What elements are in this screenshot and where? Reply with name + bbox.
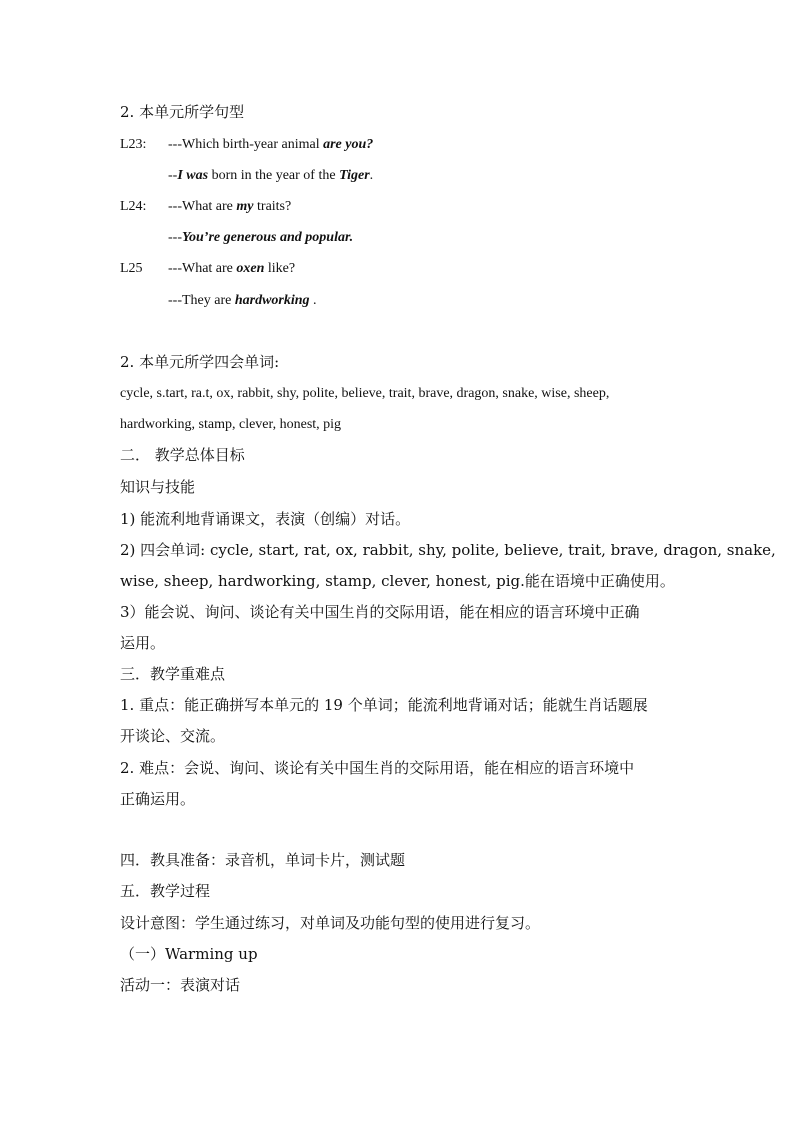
answer-text: born in the year of the [208,168,340,183]
objective-item-2-line-1: 2) 四会单词: cycle, start, rat, ox, rabbit, shy, polite, believe, trait, brave, dragon, snake, [120,541,776,559]
answer-text: ---They are [168,293,235,308]
design-intent: 设计意图：学生通过练习，对单词及功能句型的使用进行复习。 [120,914,541,932]
pattern-l23-question [120,135,373,155]
vocabulary-line-2: hardworking, stamp, clever, honest, pig [120,417,342,432]
answer-end: . [309,293,317,308]
question-emphasis: oxen [236,261,265,276]
question-text: ---Which birth-year animal [168,137,324,152]
pattern-l25-question [120,259,295,279]
answer-emphasis: I was [177,168,209,183]
objective-item-1: 1) 能流利地背诵课文，表演（创编）对话。 [120,510,411,528]
key-point-1-line-1: 1. 重点：能正确拼写本单元的 19 个单词；能流利地背诵对话；能就生肖话题展 [120,696,648,714]
pattern-l25-answer [168,291,317,311]
warming-up-heading: （一）Warming up [120,945,258,963]
question-end: like? [264,261,296,276]
section-heading-process: 五．教学过程 [120,882,211,900]
objective-item-3-line-1: 3）能会说、询问、谈论有关中国生肖的交际用语，能在相应的语言环境中正确 [120,603,640,621]
answer-emphasis-2: Tiger [339,168,370,183]
section-heading-key-points: 三．教学重难点 [120,665,226,683]
section-heading-vocabulary: 2. 本单元所学四会单词: [120,353,280,371]
pattern-l24-answer [168,228,353,248]
lesson-label: L24: [120,199,147,214]
answer-dash: --- [168,230,182,245]
vocabulary-line-1: cycle, s.tart, ra.t, ox, rabbit, shy, polite, believe, trait, brave, dragon, snake, wise, sheep, [120,386,610,401]
objective-item-3-line-2: 运用。 [120,634,166,652]
key-point-2-line-1: 2. 难点：会说、询问、谈论有关中国生肖的交际用语，能在相应的语言环境中 [120,759,635,777]
question-text: ---What are [168,261,237,276]
answer-emphasis: hardworking [234,293,310,308]
subheading-knowledge-skills: 知识与技能 [120,478,196,496]
section-heading-objectives: 二． 教学总体目标 [120,446,245,464]
key-point-2-line-2: 正确运用。 [120,790,196,808]
key-point-1-line-2: 开谈论、交流。 [120,727,226,745]
question-text: ---What are [168,199,237,214]
section-heading-sentence-patterns: 2. 本单元所学句型 [120,103,245,121]
section-heading-materials: 四．教具准备：录音机，单词卡片，测试题 [120,851,406,869]
objective-item-2-line-2: wise, sheep, hardworking, stamp, clever, honest, pig.能在语境中正确使用。 [120,572,675,590]
question-emphasis: my [236,199,254,214]
pattern-l24-question [120,197,291,217]
lesson-label: L25 [120,261,143,276]
answer-dash: -- [168,168,178,183]
question-emphasis: are you? [323,137,374,152]
lesson-label: L23: [120,137,147,152]
activity-one: 活动一：表演对话 [120,976,241,994]
question-end: traits? [253,199,292,214]
answer-end: . [369,168,374,183]
answer-emphasis: You’re generous and popular. [182,230,354,245]
pattern-l23-answer [168,166,373,186]
